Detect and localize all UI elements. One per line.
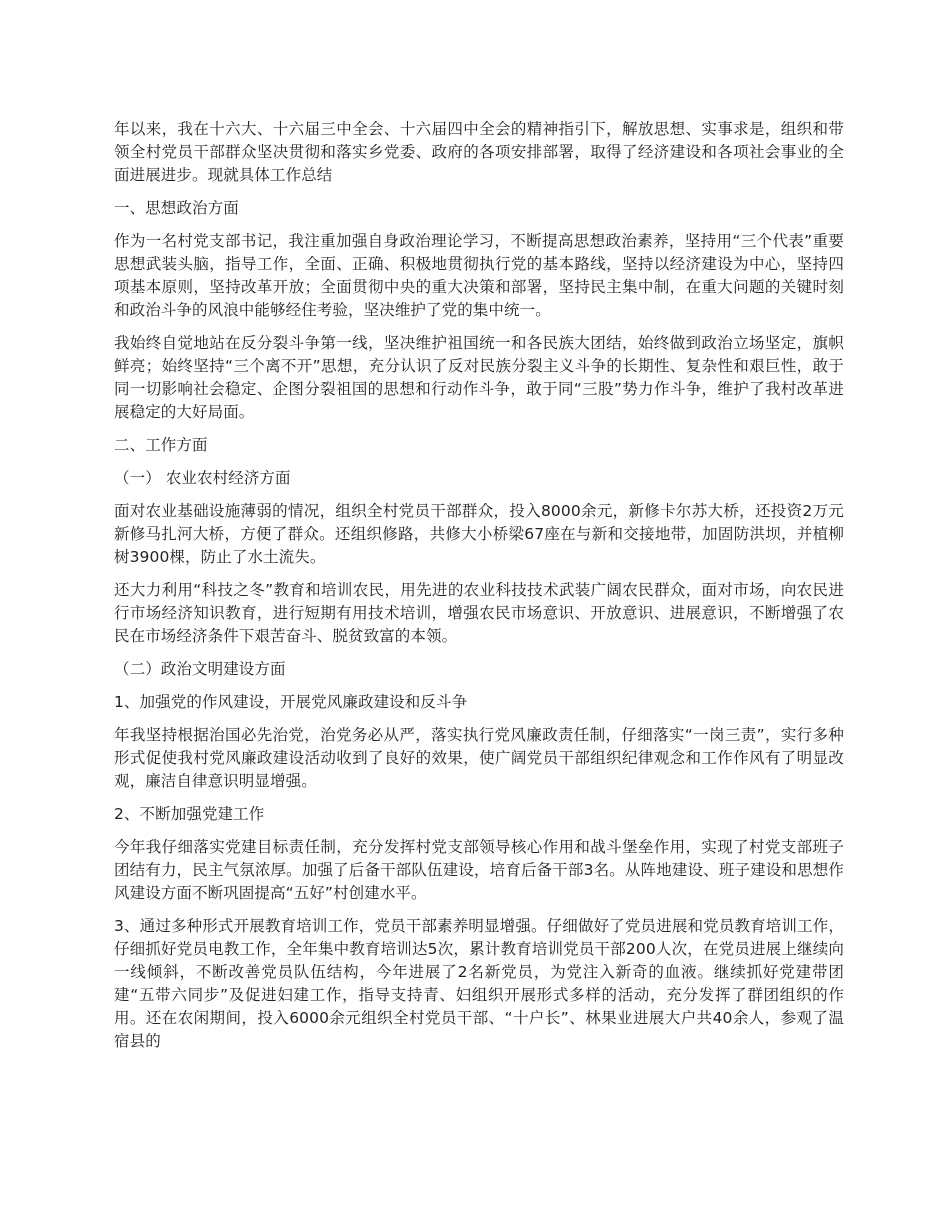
item-heading-party-style: 1、加强党的作风建设，开展党风廉政建设和反斗争 — [114, 693, 468, 711]
item-heading-party-building: 2、不断加强党建工作 — [114, 805, 265, 823]
document-body — [114, 118, 844, 1063]
body-paragraph: 年我坚持根据治国必先治党，治党务必从严，落实执行党风廉政责任制，仔细落实“一岗三责”，实行多种形式促使我村党风廉政建设活动收到了良好的效果，使广阔党员干部组织纪律观念和工作作风有了明显改观，廉洁自律意识明显增强。 — [114, 726, 844, 790]
body-paragraph: 作为一名村党支部书记，我注重加强自身政治理论学习，不断提高思想政治素养，坚持用“三个代表”重要思想武装头脑，指导工作，全面、正确、积极地贯彻执行党的基本路线，坚持以经济建设为中心，坚持四项基本原则，坚持改革开放；全面贯彻中央的重大决策和部署，坚持民主集中制，在重大问题的关键时刻和政治斗争的风浪中能够经住考验，坚决维护了党的集中统一。 — [114, 232, 844, 319]
body-paragraph: 3、通过多种形式开展教育培训工作，党员干部素养明显增强。仔细做好了党员进展和党员教育培训工作，仔细抓好党员电教工作，全年集中教育培训达5次，累计教育培训党员干部200人次，在党员进展上继续向一线倾斜，不断改善党员队伍结构，今年进展了2名新党员，为党注入新奇的血液。继续抓好党建带团建“五带六同步”及促进妇建工作，指导支持青、妇组织开展形式多样的活动，充分发挥了群团组织的作用。还在农闲期间，投入6000余元组织全村党员干部、“十户长”、林果业进展大户共40余人，参观了温宿县的 — [114, 917, 844, 1050]
intro-paragraph: 年以来，我在十六大、十六届三中全会、十六届四中全会的精神指引下，解放思想、实事求是，组织和带领全村党员干部群众坚决贯彻和落实乡党委、政府的各项安排部署，取得了经济建设和各项社会事业的全面进展进步。现就具体工作总结 — [114, 120, 844, 184]
subsection-heading-agriculture: （一） 农业农村经济方面 — [114, 469, 291, 487]
body-paragraph: 今年我仔细落实党建目标责任制，充分发挥村党支部领导核心作用和战斗堡垒作用，实现了村党支部班子团结有力，民主气氛浓厚。加强了后备干部队伍建设，培育后备干部3名。从阵地建设、班子建设和思想作风建设方面不断巩固提高“五好”村创建水平。 — [114, 838, 844, 902]
section-heading-work: 二、工作方面 — [114, 436, 208, 454]
subsection-heading-politics: （二）政治文明建设方面 — [114, 660, 286, 678]
body-paragraph: 我始终自觉地站在反分裂斗争第一线，坚决维护祖国统一和各民族大团结，始终做到政治立场坚定，旗帜鲜亮；始终坚持“三个离不开”思想，充分认识了反对民族分裂主义斗争的长期性、复杂性和艰巨性，敢于同一切影响社会稳定、企图分裂祖国的思想和行动作斗争，敢于同“三股”势力作斗争，维护了我村改革进展稳定的大好局面。 — [114, 334, 844, 421]
body-paragraph: 还大力利用“科技之冬”教育和培训农民，用先进的农业科技技术武装广阔农民群众，面对市场，向农民进行市场经济知识教育，进行短期有用技术培训，增强农民市场意识、开放意识、进展意识，不断增强了农民在市场经济条件下艰苦奋斗、脱贫致富的本领。 — [114, 581, 844, 645]
body-paragraph: 面对农业基础设施薄弱的情况，组织全村党员干部群众，投入8000余元，新修卡尔苏大桥，还投资2万元新修马扎河大桥，方便了群众。还组织修路，共修大小桥梁67座在与新和交接地带，加固防洪坝，并植柳树3900棵，防止了水土流失。 — [114, 502, 844, 566]
section-heading-ideology: 一、思想政治方面 — [114, 199, 239, 217]
